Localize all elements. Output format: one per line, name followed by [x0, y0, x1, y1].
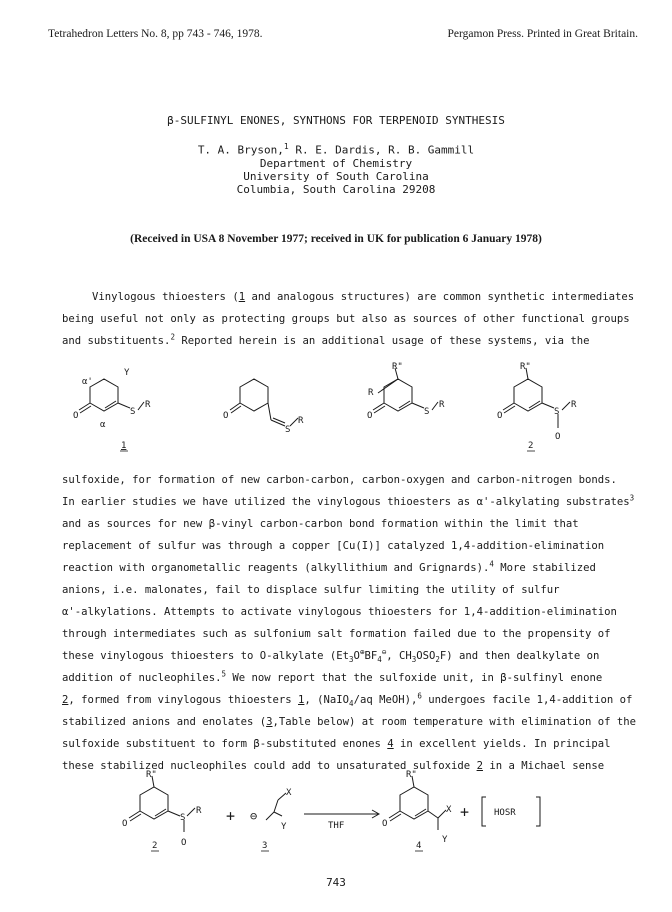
compound-2-label: 2: [152, 841, 158, 851]
oxygen-label: O: [73, 411, 79, 421]
text-line: stabilized anions and enolates (3,Table below) at room temperature with elimination of the: [62, 716, 637, 728]
publisher-line: Pergamon Press. Printed in Great Britain.: [447, 28, 638, 40]
sulfur-label: S: [130, 407, 136, 417]
sulfur-label: S: [554, 407, 560, 417]
r-label: R: [298, 416, 304, 426]
byproduct-label: HOSR: [494, 808, 516, 818]
text-line: anions, i.e. malonates, fail to displace sulfur limiting the utility of sulfur: [62, 584, 560, 596]
text-line: and as sources for new β-vinyl carbon-carbon bond formation within the limit that: [62, 518, 579, 530]
text-line: Vinylogous thioesters (1 and analogous structures) are common synthetic intermediates: [92, 291, 635, 303]
r-double-prime-label: R": [392, 362, 403, 372]
plus-sign: +: [226, 807, 236, 825]
compound-4-label: 4: [416, 841, 422, 851]
author-names: T. A. Bryson,$^1$ R. E. Dardis, R. B. Gammill: [197, 142, 475, 157]
affiliation-line: Columbia, South Carolina 29208: [236, 182, 436, 196]
text-line: sulfoxide substituent to form β-substituted enones 4 in excellent yields. In principal: [62, 738, 611, 750]
sulfur-label: S: [285, 425, 291, 435]
y-label: Y: [124, 368, 130, 378]
r-label: R: [368, 388, 374, 398]
r-label: R: [196, 806, 202, 816]
affiliation-line: University of South Carolina: [243, 169, 429, 183]
text-line: and substituents.$^2$ Reported herein is an additional usage of these systems, via the: [62, 332, 590, 347]
text-line: addition of nucleophiles.$^5$ We now report that the sulfoxide unit, in β-sulfinyl enone: [62, 669, 603, 684]
text-line: these stabilized nucleophiles could add to unsaturated sulfoxide 2 in a Michael sense: [62, 760, 605, 772]
oxygen-label: O: [367, 411, 373, 421]
x-label: X: [286, 788, 292, 798]
anion-charge: ⊖: [250, 809, 258, 823]
r-double-prime-label: R": [406, 770, 417, 780]
alpha-prime-label: α': [82, 377, 93, 387]
solvent-label: THF: [328, 821, 345, 831]
compound-2-label: 2: [528, 441, 534, 451]
oxygen-label: O: [497, 411, 503, 421]
text-line: reaction with organometallic reagents (alkyllithium and Grignards).$^4$ More stabilized: [62, 559, 596, 574]
text-line: these vinylogous thioesters to O-alkylate ($Et_3O^\oplus BF_4^⊖$, $CH_3OSO_2F$) and then dealkylate on: [62, 647, 600, 665]
r-double-prime-label: R": [146, 770, 157, 780]
text-line: through intermediates such as sulfonium salt formation failed due to the propensity of: [62, 628, 611, 640]
text-line: 2, formed from vinylogous thioesters 1, (NaIO$_4$/aq MeOH),$^6$ undergoes facile 1,4-addition of: [62, 691, 633, 709]
alpha-label: α: [100, 420, 106, 430]
r-label: R: [439, 400, 445, 410]
text-line: replacement of sulfur was through a copper [Cu(I)] catalyzed 1,4-addition-elimination: [62, 540, 605, 552]
sulfur-label: S: [424, 407, 430, 417]
y-label: Y: [442, 835, 448, 845]
journal-citation: Tetrahedron Letters No. 8, pp 743 - 746, 1978.: [48, 28, 263, 40]
text-line: being useful not only as protecting groups but also as sources of other functional groups: [62, 313, 630, 325]
affiliation-line: Department of Chemistry: [259, 156, 413, 170]
y-label: Y: [281, 822, 287, 832]
oxygen-label: O: [555, 432, 561, 442]
oxygen-label: O: [181, 838, 187, 848]
plus-sign: +: [460, 803, 470, 821]
sulfur-label: S: [180, 813, 186, 823]
oxygen-label: O: [122, 819, 128, 829]
oxygen-label: O: [382, 819, 388, 829]
page-number: 743: [326, 876, 346, 889]
text-line: sulfoxide, for formation of new carbon-carbon, carbon-oxygen and carbon-nitrogen bonds.: [62, 474, 617, 486]
received-dates: (Received in USA 8 November 1977; received in UK for publication 6 January 1978): [130, 233, 542, 245]
text-line: In earlier studies we have utilized the vinylogous thioesters as α'-alkylating substrates$^3$: [62, 493, 635, 508]
compound-3-label: 3: [262, 841, 268, 851]
r-double-prime-label: R": [520, 362, 531, 372]
x-label: X: [446, 805, 452, 815]
oxygen-label: O: [223, 411, 229, 421]
r-label: R: [145, 400, 151, 410]
text-line: α'-alkylations. Attempts to activate vinylogous thioesters for 1,4-addition-elimination: [62, 606, 617, 618]
r-label: R: [571, 400, 577, 410]
compound-1-label: 1: [121, 441, 127, 451]
article-title: β-SULFINYL ENONES, SYNTHONS FOR TERPENOID SYNTHESIS: [167, 114, 505, 127]
